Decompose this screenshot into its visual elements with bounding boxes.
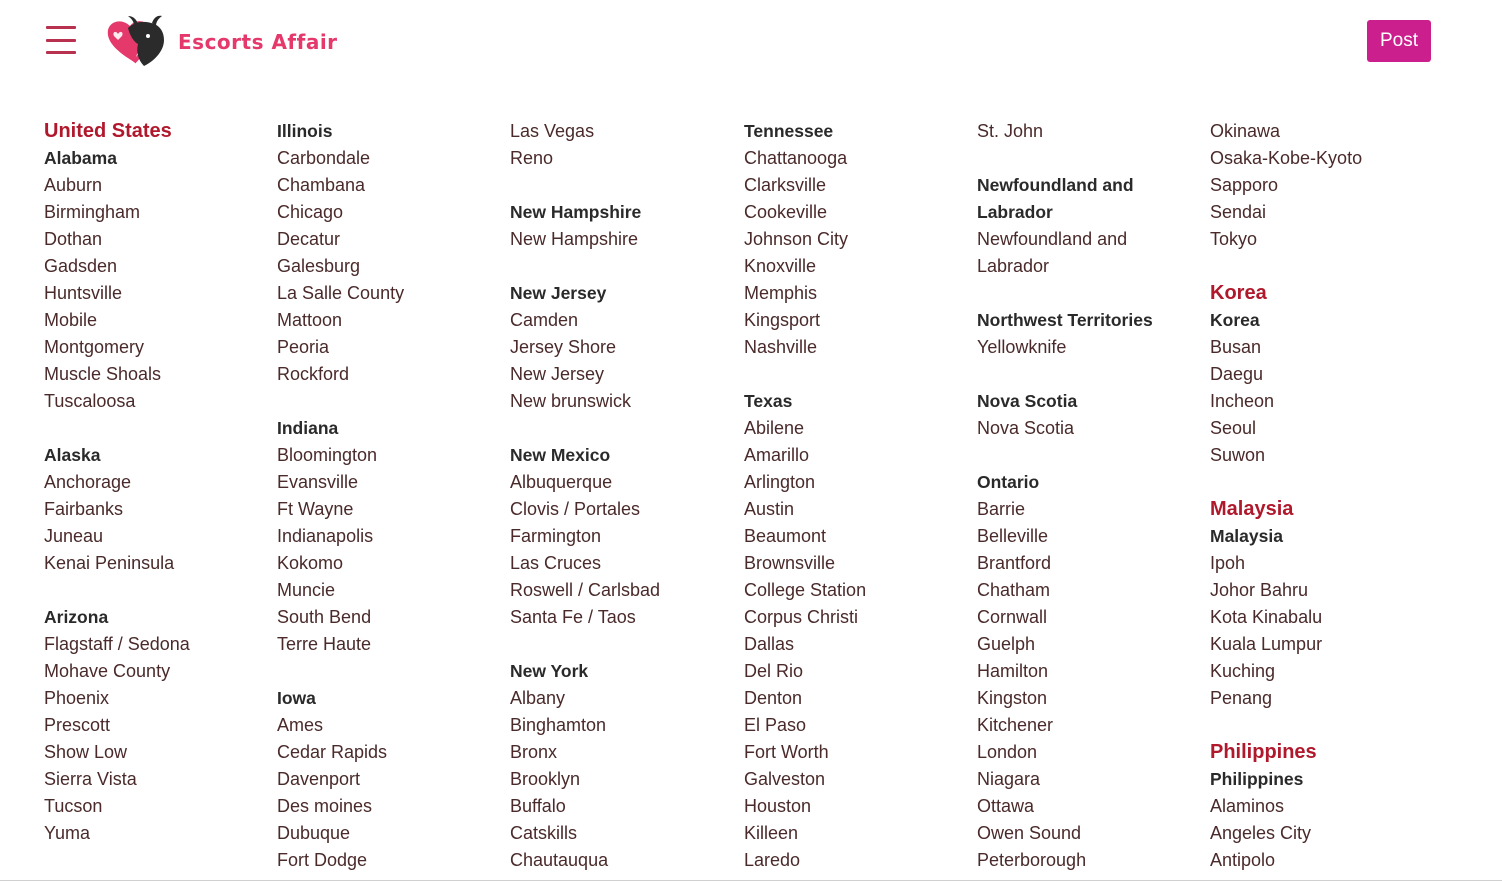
city-link[interactable]: Ottawa bbox=[977, 796, 1035, 816]
menu-bar bbox=[46, 39, 76, 42]
spacer bbox=[977, 442, 1202, 469]
city-link[interactable]: Kokomo bbox=[277, 553, 344, 573]
city-link[interactable]: Penang bbox=[1210, 688, 1273, 708]
city-link[interactable]: Las Vegas bbox=[510, 121, 595, 141]
city-link[interactable]: Albuquerque bbox=[510, 472, 613, 492]
city-link[interactable]: Barrie bbox=[977, 499, 1026, 519]
city-link[interactable]: Brantford bbox=[977, 553, 1052, 573]
city-link[interactable]: Alaminos bbox=[1210, 796, 1285, 816]
spacer bbox=[1210, 712, 1435, 739]
city-link[interactable]: Seoul bbox=[1210, 418, 1257, 438]
city-link[interactable]: Johor Bahru bbox=[1210, 580, 1309, 600]
city-link[interactable]: Flagstaff / Sedona bbox=[44, 634, 190, 654]
spacer bbox=[510, 631, 735, 658]
city-link[interactable]: Binghamton bbox=[510, 715, 607, 735]
divider bbox=[0, 880, 1502, 881]
directory-column bbox=[977, 118, 1202, 874]
city-link[interactable]: Reno bbox=[510, 148, 554, 168]
city-link[interactable]: Terre Haute bbox=[277, 634, 372, 654]
city-link[interactable]: Beaumont bbox=[744, 526, 827, 546]
city-link[interactable]: Camden bbox=[510, 310, 579, 330]
city-link[interactable]: Carbondale bbox=[277, 148, 371, 168]
city-link[interactable]: Chautauqua bbox=[510, 850, 609, 870]
city-link[interactable]: Sierra Vista bbox=[44, 769, 137, 789]
city-link[interactable]: Owen Sound bbox=[977, 823, 1082, 843]
hamburger-menu-icon[interactable] bbox=[46, 26, 76, 54]
city-link[interactable]: Clovis / Portales bbox=[510, 499, 641, 519]
city-link[interactable]: Buffalo bbox=[510, 796, 566, 816]
city-link[interactable]: Austin bbox=[744, 499, 795, 519]
city-link[interactable]: Memphis bbox=[744, 283, 818, 303]
city-link[interactable]: Bronx bbox=[510, 742, 558, 762]
spacer bbox=[44, 415, 269, 442]
city-link[interactable]: Busan bbox=[1210, 337, 1262, 357]
city-link[interactable]: Kitchener bbox=[977, 715, 1054, 735]
city-link[interactable]: College Station bbox=[744, 580, 867, 600]
region-heading: New York bbox=[510, 661, 589, 681]
spacer bbox=[277, 658, 502, 685]
city-link[interactable]: Tucson bbox=[44, 796, 103, 816]
city-link[interactable]: Osaka-Kobe-Kyoto bbox=[1210, 148, 1363, 168]
city-link[interactable]: Farmington bbox=[510, 526, 602, 546]
city-link[interactable]: Auburn bbox=[44, 175, 103, 195]
region-heading: New Mexico bbox=[510, 445, 611, 465]
city-link[interactable]: Kenai Peninsula bbox=[44, 553, 175, 573]
region-heading: Philippines bbox=[1210, 769, 1304, 789]
city-link[interactable]: Mohave County bbox=[44, 661, 171, 681]
spacer bbox=[510, 253, 735, 280]
spacer bbox=[977, 145, 1202, 172]
spacer bbox=[510, 415, 735, 442]
city-link[interactable]: Antipolo bbox=[1210, 850, 1276, 870]
city-link[interactable]: Chattanooga bbox=[744, 148, 848, 168]
city-link[interactable]: Ipoh bbox=[1210, 553, 1246, 573]
city-link[interactable]: Yuma bbox=[44, 823, 91, 843]
city-link[interactable]: Dubuque bbox=[277, 823, 351, 843]
city-link[interactable]: Clarksville bbox=[744, 175, 827, 195]
region-heading: New Jersey bbox=[510, 283, 607, 303]
city-link[interactable]: Kota Kinabalu bbox=[1210, 607, 1323, 627]
region-heading: Arizona bbox=[44, 607, 109, 627]
city-link[interactable]: Des moines bbox=[277, 796, 373, 816]
region-heading: Illinois bbox=[277, 121, 333, 141]
city-link[interactable]: Niagara bbox=[977, 769, 1041, 789]
spacer bbox=[277, 388, 502, 415]
city-link[interactable]: New Hampshire bbox=[510, 229, 639, 249]
city-link[interactable]: Guelph bbox=[977, 634, 1036, 654]
spacer bbox=[977, 361, 1202, 388]
region-heading: Newfoundland and Labrador bbox=[977, 175, 1134, 222]
city-link[interactable]: New brunswick bbox=[510, 391, 632, 411]
city-link[interactable]: Davenport bbox=[277, 769, 361, 789]
city-link[interactable]: Dothan bbox=[44, 229, 103, 249]
city-link[interactable]: St. John bbox=[977, 121, 1044, 141]
directory-column bbox=[1210, 118, 1435, 874]
city-link[interactable]: Abilene bbox=[744, 418, 805, 438]
region-heading: Iowa bbox=[277, 688, 316, 708]
city-link[interactable]: Bloomington bbox=[277, 445, 378, 465]
city-link[interactable]: Arlington bbox=[744, 472, 816, 492]
city-link[interactable]: Amarillo bbox=[744, 445, 810, 465]
region-heading: Tennessee bbox=[744, 121, 834, 141]
spacer bbox=[44, 577, 269, 604]
city-link[interactable]: Juneau bbox=[44, 526, 104, 546]
city-link[interactable]: Prescott bbox=[44, 715, 111, 735]
region-heading: Alaska bbox=[44, 445, 101, 465]
city-link[interactable]: London bbox=[977, 742, 1038, 762]
spacer bbox=[510, 172, 735, 199]
city-link[interactable]: Fort Dodge bbox=[277, 850, 368, 870]
city-link[interactable]: Mobile bbox=[44, 310, 98, 330]
city-link[interactable]: Indianapolis bbox=[277, 526, 374, 546]
city-link[interactable]: Peterborough bbox=[977, 850, 1087, 870]
directory-column bbox=[744, 118, 969, 874]
city-link[interactable]: Phoenix bbox=[44, 688, 110, 708]
city-link[interactable]: Galesburg bbox=[277, 256, 361, 276]
menu-bar bbox=[46, 51, 76, 54]
country-heading: United States bbox=[44, 120, 172, 142]
city-link[interactable]: Rockford bbox=[277, 364, 350, 384]
spacer bbox=[1210, 253, 1435, 280]
brand-name: Escorts Affair bbox=[178, 30, 338, 54]
site-logo[interactable] bbox=[104, 14, 338, 68]
city-link[interactable]: Cornwall bbox=[977, 607, 1048, 627]
menu-bar bbox=[46, 26, 76, 29]
city-link[interactable]: Birmingham bbox=[44, 202, 141, 222]
directory-column bbox=[277, 118, 502, 874]
spacer bbox=[744, 361, 969, 388]
city-link[interactable]: Del Rio bbox=[744, 661, 804, 681]
city-link[interactable]: Gadsden bbox=[44, 256, 118, 276]
city-link[interactable]: Angeles City bbox=[1210, 823, 1312, 843]
city-link[interactable]: Show Low bbox=[44, 742, 128, 762]
country-heading: Malaysia bbox=[1210, 498, 1294, 520]
city-link[interactable]: Tuscaloosa bbox=[44, 391, 136, 411]
city-link[interactable]: Decatur bbox=[277, 229, 341, 249]
city-link[interactable]: Okinawa bbox=[1210, 121, 1281, 141]
city-link[interactable]: Ames bbox=[277, 715, 324, 735]
city-link[interactable]: Daegu bbox=[1210, 364, 1264, 384]
city-link[interactable]: Anchorage bbox=[44, 472, 132, 492]
city-link[interactable]: Peoria bbox=[277, 337, 330, 357]
city-link[interactable]: Jersey Shore bbox=[510, 337, 617, 357]
city-link[interactable]: Killeen bbox=[744, 823, 799, 843]
city-link[interactable]: Incheon bbox=[1210, 391, 1275, 411]
city-link[interactable]: Brownsville bbox=[744, 553, 836, 573]
city-link[interactable]: Fairbanks bbox=[44, 499, 124, 519]
city-link[interactable]: Catskills bbox=[510, 823, 578, 843]
site-header bbox=[0, 0, 1502, 90]
city-link[interactable]: Dallas bbox=[744, 634, 795, 654]
city-link[interactable]: Denton bbox=[744, 688, 803, 708]
city-link[interactable]: Chambana bbox=[277, 175, 366, 195]
region-heading: Malaysia bbox=[1210, 526, 1283, 546]
region-heading: Nova Scotia bbox=[977, 391, 1078, 411]
city-link[interactable]: Kingston bbox=[977, 688, 1048, 708]
post-button[interactable]: Post bbox=[1367, 20, 1431, 62]
city-link[interactable]: Laredo bbox=[744, 850, 801, 870]
city-link[interactable]: Knoxville bbox=[744, 256, 817, 276]
city-link[interactable]: Johnson City bbox=[744, 229, 849, 249]
region-heading: Texas bbox=[744, 391, 793, 411]
city-link[interactable]: Houston bbox=[744, 796, 812, 816]
city-link[interactable]: Roswell / Carlsbad bbox=[510, 580, 661, 600]
city-link[interactable]: Kuching bbox=[1210, 661, 1276, 681]
spacer bbox=[977, 280, 1202, 307]
region-heading: New Hampshire bbox=[510, 202, 642, 222]
city-link[interactable]: Chatham bbox=[977, 580, 1051, 600]
country-heading: Philippines bbox=[1210, 741, 1317, 763]
city-link[interactable]: Las Cruces bbox=[510, 553, 602, 573]
city-link[interactable]: Muscle Shoals bbox=[44, 364, 162, 384]
city-link[interactable]: New Jersey bbox=[510, 364, 605, 384]
region-heading: Alabama bbox=[44, 148, 117, 168]
region-heading: Northwest Territories bbox=[977, 310, 1153, 330]
region-heading: Indiana bbox=[277, 418, 339, 438]
city-link[interactable]: Mattoon bbox=[277, 310, 343, 330]
city-link[interactable]: South Bend bbox=[277, 607, 372, 627]
city-link[interactable]: Fort Worth bbox=[744, 742, 829, 762]
city-link[interactable]: Suwon bbox=[1210, 445, 1266, 465]
region-heading: Ontario bbox=[977, 472, 1040, 492]
directory-column bbox=[44, 118, 269, 847]
city-link[interactable]: Ft Wayne bbox=[277, 499, 354, 519]
city-link[interactable]: Hamilton bbox=[977, 661, 1049, 681]
heart-bull-logo-icon bbox=[104, 14, 168, 68]
city-link[interactable]: Belleville bbox=[977, 526, 1049, 546]
city-link[interactable]: Corpus Christi bbox=[744, 607, 859, 627]
spacer bbox=[1210, 469, 1435, 496]
city-link[interactable]: La Salle County bbox=[277, 283, 405, 303]
region-heading: Korea bbox=[1210, 310, 1260, 330]
directory-column bbox=[510, 118, 735, 874]
city-link[interactable]: Nashville bbox=[744, 337, 818, 357]
city-link[interactable]: Galveston bbox=[744, 769, 826, 789]
city-link[interactable]: Albany bbox=[510, 688, 566, 708]
city-link[interactable]: Chicago bbox=[277, 202, 344, 222]
city-link[interactable]: Sendai bbox=[1210, 202, 1267, 222]
city-link[interactable]: Tokyo bbox=[1210, 229, 1258, 249]
city-link[interactable]: Sapporo bbox=[1210, 175, 1279, 195]
city-link[interactable]: Newfoundland and Labrador bbox=[977, 229, 1128, 276]
city-link[interactable]: Montgomery bbox=[44, 337, 145, 357]
city-link[interactable]: Brooklyn bbox=[510, 769, 581, 789]
city-link[interactable]: Huntsville bbox=[44, 283, 123, 303]
country-heading: Korea bbox=[1210, 282, 1267, 304]
city-link[interactable]: Evansville bbox=[277, 472, 359, 492]
city-link[interactable]: Cedar Rapids bbox=[277, 742, 388, 762]
city-link[interactable]: El Paso bbox=[744, 715, 807, 735]
city-link[interactable]: Nova Scotia bbox=[977, 418, 1075, 438]
city-link[interactable]: Santa Fe / Taos bbox=[510, 607, 636, 627]
city-link[interactable]: Cookeville bbox=[744, 202, 828, 222]
city-link[interactable]: Kuala Lumpur bbox=[1210, 634, 1323, 654]
city-link[interactable]: Muncie bbox=[277, 580, 336, 600]
city-link[interactable]: Yellowknife bbox=[977, 337, 1067, 357]
city-link[interactable]: Kingsport bbox=[744, 310, 821, 330]
